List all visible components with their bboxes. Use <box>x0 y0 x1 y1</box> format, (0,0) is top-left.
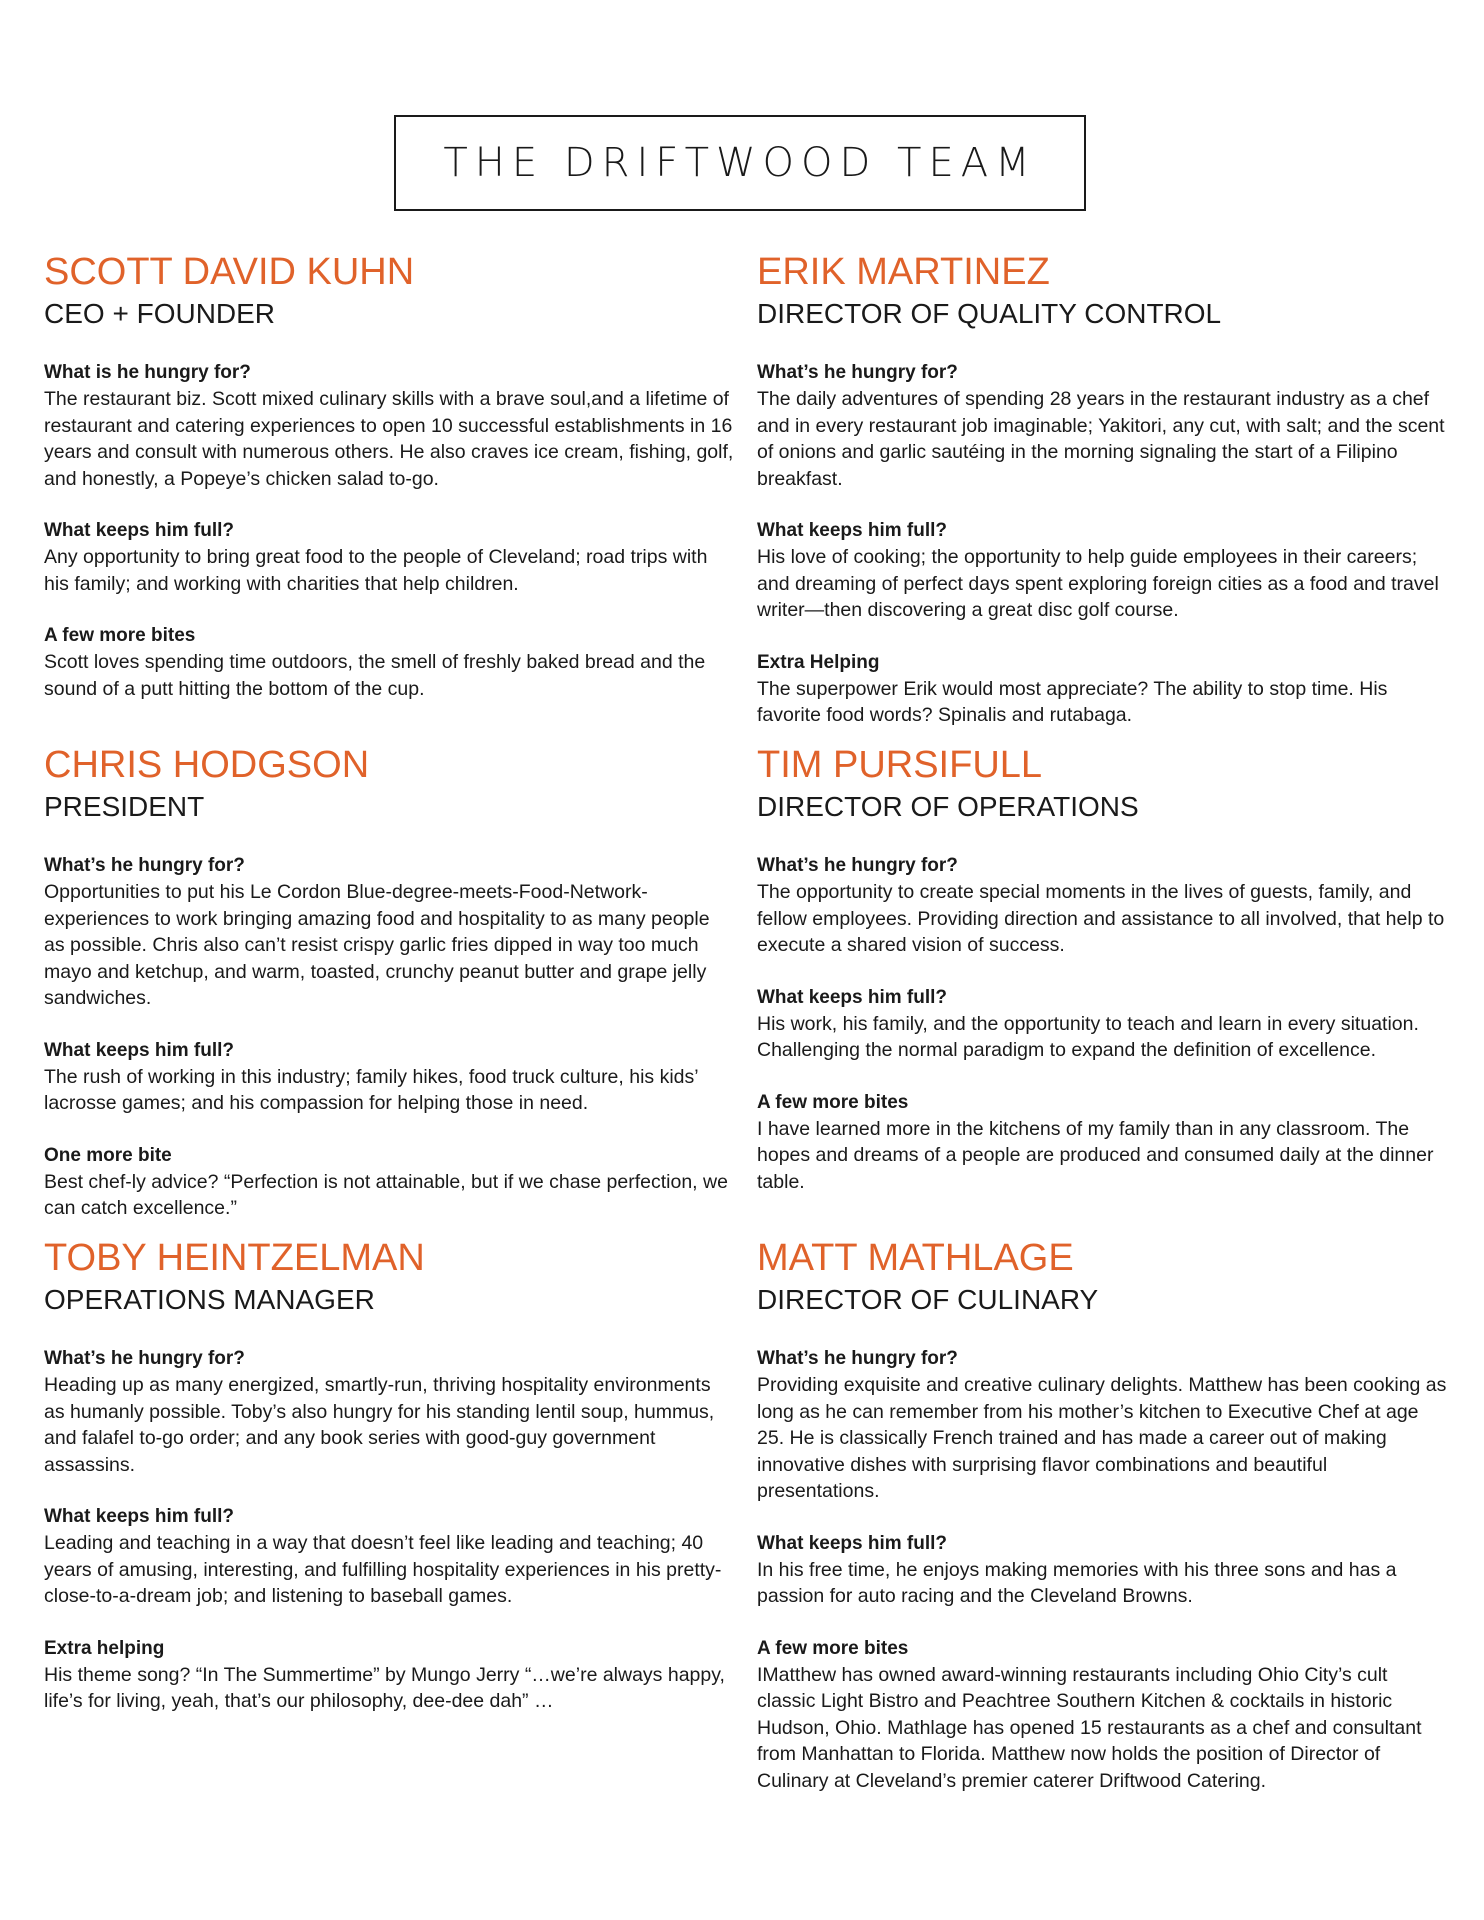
profile-section <box>757 853 1447 959</box>
person-name: CHRIS HODGSON <box>44 744 370 786</box>
section-heading: What’s he hungry for? <box>44 855 245 876</box>
person-role: DIRECTOR OF QUALITY CONTROL <box>757 298 1222 329</box>
person-name: TIM PURSIFULL <box>757 744 1043 786</box>
section-heading: What keeps him full? <box>757 986 948 1008</box>
profile-section <box>44 1143 734 1222</box>
section-text: The opportunity to create special moments in the lives of guests, family, and fellow employees. Providing direction and assistance to all involved, that help to execute a shared vision of success. <box>757 881 1445 956</box>
section-heading: Extra Helping <box>757 651 880 673</box>
profile-chris-hodgson <box>44 743 734 1248</box>
section-heading: What keeps him full? <box>757 1532 948 1554</box>
profile-erik-martinez <box>757 250 1447 755</box>
section-text: Any opportunity to bring great food to the people of Cleveland; road trips with his family; and working with charities that help children. <box>44 546 708 595</box>
section-heading: A few more bites <box>44 625 196 646</box>
profile-section <box>44 1346 734 1478</box>
person-role: PRESIDENT <box>44 791 205 822</box>
profile-matt-mathlage <box>757 1236 1447 1820</box>
section-heading: What keeps him full? <box>44 520 235 541</box>
section-text: Leading and teaching in a way that doesn’t feel like leading and teaching; 40 years of amusing, interesting, and fulfilling hospitality experiences in his pretty-close-to-a-dream job; and listening to baseball games. <box>44 1532 722 1607</box>
section-text: In his free time, he enjoys making memories with his three sons and has a passion for auto racing and the Cleveland Browns. <box>757 1558 1397 1607</box>
section-heading: Extra helping <box>44 1637 165 1659</box>
section-heading: What’s he hungry for? <box>757 1348 958 1369</box>
section-text: Scott loves spending time outdoors, the smell of freshly baked bread and the sound of a putt hitting the bottom of the cup. <box>44 651 706 700</box>
person-name: MATT MATHLAGE <box>757 1237 1074 1279</box>
person-name: SCOTT DAVID KUHN <box>44 251 415 293</box>
profile-section <box>44 360 734 492</box>
section-heading: What’s he hungry for? <box>757 362 958 383</box>
profile-tim-pursifull <box>757 743 1447 1221</box>
person-role: CEO + FOUNDER <box>44 298 276 329</box>
profile-section <box>44 1038 734 1117</box>
section-heading: What is he hungry for? <box>44 362 251 383</box>
section-text: The superpower Erik would most appreciate? The ability to stop time. His favorite food words? Spinalis and rutabaga. <box>757 677 1388 726</box>
profile-toby-heintzelman <box>44 1236 734 1741</box>
section-text: The daily adventures of spending 28 years in the restaurant industry as a chef and in every restaurant job imaginable; Yakitori, any cut, with salt; and the scent of onions and garlic sautéing in the morning signaling the start of a Filipino breakfast. <box>757 388 1445 490</box>
profile-section <box>44 853 734 1012</box>
profile-section <box>44 1504 734 1610</box>
section-text: The rush of working in this industry; family hikes, food truck culture, his kids’ lacrosse games; and his compassion for helping those in need. <box>44 1065 698 1114</box>
section-text: His love of cooking; the opportunity to help guide employees in their careers; and dreaming of perfect days spent exploring foreign cities as a food and travel writer—then discovering a great disc golf course. <box>757 546 1439 621</box>
section-heading: What’s he hungry for? <box>757 855 958 876</box>
section-heading: What keeps him full? <box>44 1039 235 1061</box>
section-text: Opportunities to put his Le Cordon Blue-degree-meets-Food-Network-experiences to work bringing amazing food and hospitality to as many people as possible. Chris also can’t resist crispy garlic fries dipped in way too much mayo and ketchup, and warm, toasted, crunchy peanut butter and grape jelly sandwiches. <box>44 881 710 1009</box>
profile-section <box>44 623 734 702</box>
page-title-box <box>394 115 1086 211</box>
section-heading: One more bite <box>44 1144 172 1166</box>
profile-scott-david-kuhn <box>44 250 734 728</box>
person-name: ERIK MARTINEZ <box>757 251 1050 293</box>
profile-section <box>757 1346 1447 1505</box>
section-heading: What keeps him full? <box>757 520 948 541</box>
profile-section <box>757 650 1447 729</box>
profile-section <box>44 518 734 597</box>
profile-section <box>757 1636 1447 1795</box>
profile-section <box>757 1531 1447 1610</box>
section-heading: A few more bites <box>757 1091 909 1113</box>
page-title: THE DRIFTWOOD TEAM <box>443 140 1037 186</box>
section-heading: A few more bites <box>757 1637 909 1659</box>
section-text: Providing exquisite and creative culinary delights. Matthew has been cooking as long as he can remember from his mother’s kitchen to Executive Chef at age 25. He is classically French trained and has made a career out of making innovative dishes with surprising flavor combinations and beautiful presentations. <box>757 1374 1447 1502</box>
profile-section <box>757 985 1447 1064</box>
profile-section <box>44 1636 734 1715</box>
profile-section <box>757 518 1447 624</box>
person-role: DIRECTOR OF OPERATIONS <box>757 791 1139 822</box>
section-text: Heading up as many energized, smartly-run, thriving hospitality environments as humanly possible. Toby’s also hungry for his standing lentil soup, hummus, and falafel to-go order; and any book series with good-guy government assassins. <box>44 1374 715 1476</box>
section-text: The restaurant biz. Scott mixed culinary skills with a brave soul,and a lifetime of restaurant and catering experiences to open 10 successful establishments in 16 years and consult with numerous others. He also craves ice cream, fishing, golf, and honestly, a Popeye’s chicken salad to-go. <box>44 388 734 490</box>
section-text: Best chef-ly advice? “Perfection is not attainable, but if we chase perfection, we can catch excellence.” <box>44 1170 728 1219</box>
profile-section <box>757 1090 1447 1196</box>
section-heading: What keeps him full? <box>44 1506 235 1527</box>
section-text: His theme song? “In The Summertime” by Mungo Jerry “…we’re always happy, life’s for living, yeah, that’s our philosophy, dee-dee dah” … <box>44 1663 725 1712</box>
person-role: DIRECTOR OF CULINARY <box>757 1284 1099 1315</box>
profile-section <box>757 360 1447 492</box>
person-role: OPERATIONS MANAGER <box>44 1284 375 1315</box>
person-name: TOBY HEINTZELMAN <box>44 1237 425 1279</box>
section-text: I have learned more in the kitchens of my family than in any classroom. The hopes and dreams of a people are produced and consumed daily at the dinner table. <box>757 1117 1434 1193</box>
section-text: IMatthew has owned award-winning restaurants including Ohio City’s cult classic Light Bistro and Peachtree Southern Kitchen & cocktails in historic Hudson, Ohio. Mathlage has opened 15 restaurants as a chef and consultant from Manhattan to Florida. Matthew now holds the position of Director of Culinary at Cleveland’s premier caterer Driftwood Catering. <box>757 1663 1422 1792</box>
section-heading: What’s he hungry for? <box>44 1348 245 1369</box>
section-text: His work, his family, and the opportunity to teach and learn in every situation. Challenging the normal paradigm to expand the definition of excellence. <box>757 1012 1419 1061</box>
